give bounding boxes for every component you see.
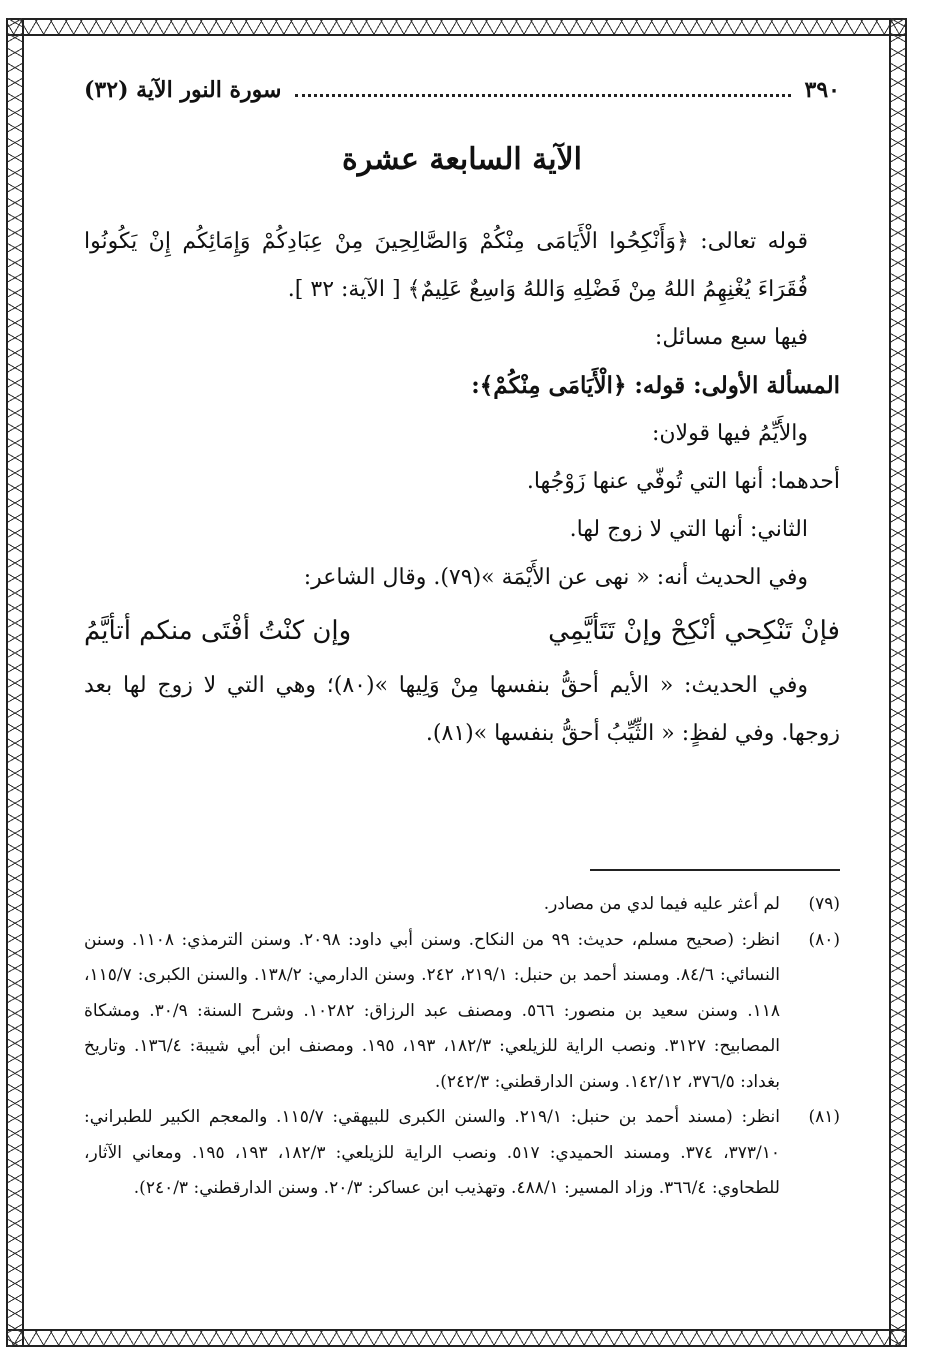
footnote-text: انظر: (صحيح مسلم، حديث: ٩٩ من النكاح. وسنن أبي داود: ٢٠٩٨. وسنن الترمذي: ١١٠٨. وسنن النسائي: ٨٤/٦. ومسند أحمد بن حنبل: ٢١٩/١، ٢٤٢. وسنن الدارمي: ١٣٨/٢. والسنن الكبرى: ١١٥/٧، ١١٨. وسنن سعيد بن منصور: ٥٦٦. ومصنف عبد الرزاق: ١٠٢٨٢. وشرح السنة: ٣٠/٩. ومشكاة المصابيح: ٣١٢٧. ونصب الراية للزيلعي: ١٨٢/٣، ١٩٣، ١٩٥. ومصنف ابن أبي شيبة: ١٣٦/٤. وتاريخ بغداد: ٣٧٦/٥، ١٤٢/١٢. وسنن الدارقطني: ٢٤٢/٣). [84,929,781,1092]
footnote [84,923,840,1101]
first-view: أحدهما: أنها التي تُوفّي عنها زَوْجُها. [526,469,840,494]
footnotes [84,887,840,1207]
second-view: الثاني: أنها التي لا زوج لها. [569,517,808,542]
hadith-two: وفي الحديث: « الأيم أحقُّ بنفسها مِنْ وَلِيها »(٨٠)؛ وهي التي لا زوج لها بعد زوجها. وفي لفظٍ: « الثِّيِّبُ أحقُّ بنفسها »(٨١). [84,673,840,746]
footnote-text: انظر: (مسند أحمد بن حنبل: ٢١٩/١. والسنن الكبرى للبيهقي: ١١٥/٧. والمعجم الكبير للطبراني: ٣٧٣/١٠، ٣٧٤. ومسند الحميدي: ٥١٧. ونصب الراية للزيلعي: ١٨٢/٣، ١٩٣، ١٩٥. ومعاني الآثار، للطحاوي: ٣٦٦/٤. وزاد المسير: ٤٨٨/١. وتهذيب ابن عساكر: ٢٠/٣. وسنن الدارقطني: ٢٤٠/٣). [84,1107,781,1198]
page-content [84,72,840,1198]
hadith-one: وفي الحديث أنه: « نهى عن الأَيْمَة »(٧٩). وقال الشاعر: [303,565,808,590]
poem-second-hemistich: وإن كنْتُ أفْتَى منكم أتأيَّمُ [84,616,352,646]
footnote [84,887,840,923]
poem-line [84,606,840,656]
page-title: الآية السابعة عشرة [342,142,582,177]
issue-one-heading: المسألة الأولى: قوله: ﴿الْأَيَامَى مِنْكُمْ﴾: [471,372,840,399]
ornamental-border-left [6,18,24,1347]
footnote-number: (٨١) [808,1107,840,1127]
header-dot-leader [295,84,790,97]
footnote-number: (٨٠) [808,929,840,950]
section-title: سورة النور الآية (٣٢) [84,77,282,103]
ornamental-border-top [6,18,907,36]
ornamental-border-right [889,18,907,1347]
footnote-number: (٧٩) [808,894,840,914]
footnote-separator [590,869,840,871]
running-header [84,72,840,108]
two-views: والأَيِّمُ فيها قولان: [651,421,808,446]
verse-paragraph: قوله تعالى: ﴿وَأَنْكِحُوا الْأَيَامَى مِنْكُمْ وَالصَّالِحِينَ مِنْ عِبَادِكُمْ وَإِمَائِكُم إِنْ يَكُونُوا فُقَرَاءَ يُغْنِهِمُ اللهُ مِنْ فَضْلِهِ وَاللهُ وَاسِعٌ عَلِيمٌ﴾ [ الآية: ٣٢ ]. [84,229,808,302]
footnote [84,1100,840,1207]
footnote-text: لم أعثر عليه فيما لدي من مصادر. [543,894,780,914]
issues-count: فيها سبع مسائل: [654,325,808,350]
poem-first-hemistich: فإنْ تَنْكِحي أنْكِحْ وإنْ تَتَأيَّمِي [548,616,840,646]
ornamental-border-bottom [6,1329,907,1347]
page-number: ٣٩٠ [804,77,840,103]
